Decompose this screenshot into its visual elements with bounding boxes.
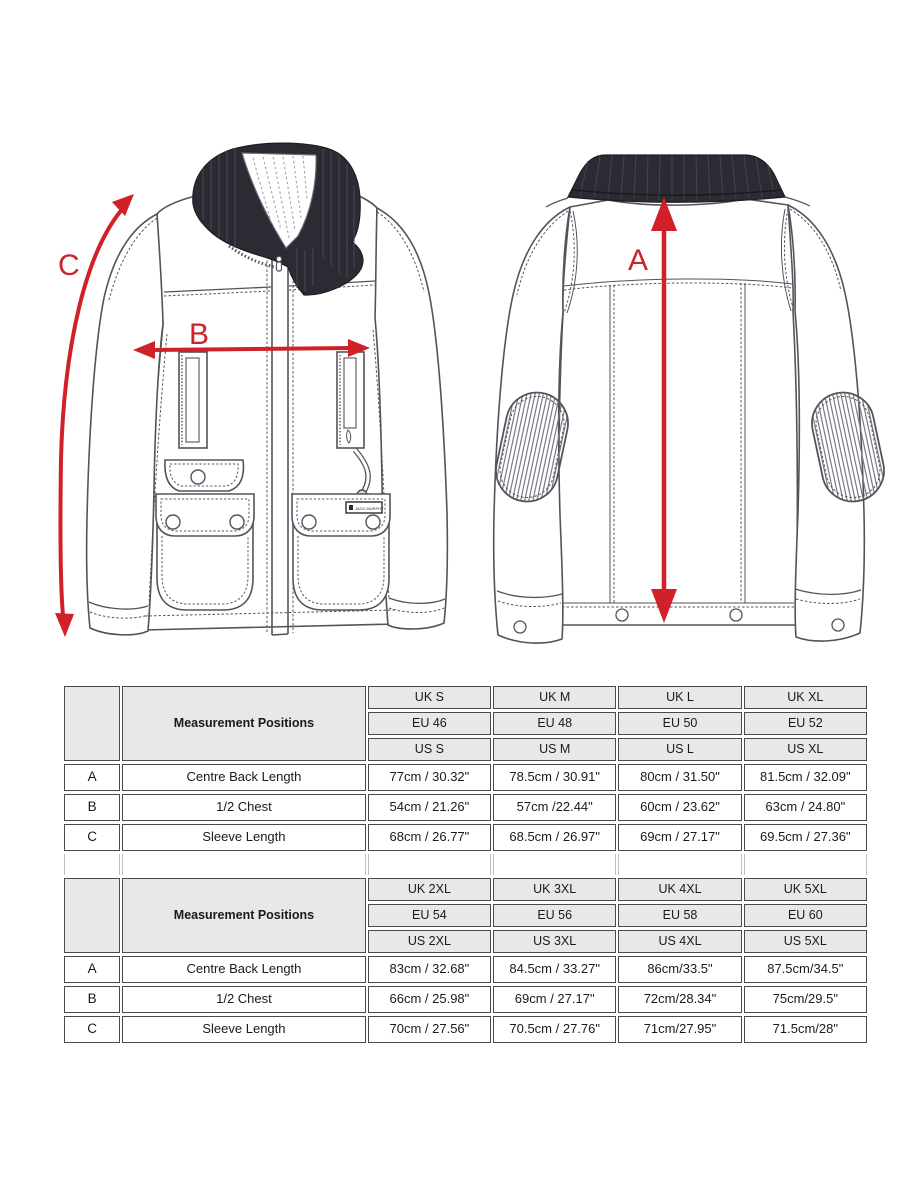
measurement-value-cell: 71.5cm/28" bbox=[744, 1016, 867, 1043]
gap-cell bbox=[493, 854, 616, 875]
measurement-value-cell: 77cm / 30.32" bbox=[368, 764, 491, 791]
measurement-label-cell: 1/2 Chest bbox=[122, 986, 366, 1013]
size-header-cell: US 2XL bbox=[368, 930, 491, 953]
gap-cell bbox=[64, 854, 120, 875]
size-header-cell: US XL bbox=[744, 738, 867, 761]
size-header-cell: UK XL bbox=[744, 686, 867, 709]
svg-text:JACK MURPHY: JACK MURPHY bbox=[355, 506, 384, 511]
measurement-value-cell: 75cm/29.5" bbox=[744, 986, 867, 1013]
front-left-sleeve bbox=[87, 214, 163, 635]
size-header-cell: US L bbox=[618, 738, 741, 761]
jacket-back-drawing bbox=[488, 145, 893, 669]
measurement-value-cell: 70.5cm / 27.76" bbox=[493, 1016, 616, 1043]
measurement-key-cell: C bbox=[64, 824, 120, 851]
size-header-cell: UK 3XL bbox=[493, 878, 616, 901]
size-header-cell: UK S bbox=[368, 686, 491, 709]
measurement-key-cell: B bbox=[64, 986, 120, 1013]
gap-cell bbox=[618, 854, 741, 875]
corner-cell bbox=[64, 878, 120, 953]
measurement-label-cell: Sleeve Length bbox=[122, 824, 366, 851]
jacket-front-drawing bbox=[45, 138, 485, 672]
measurement-value-cell: 69.5cm / 27.36" bbox=[744, 824, 867, 851]
measurement-value-cell: 78.5cm / 30.91" bbox=[493, 764, 616, 791]
measurement-value-cell: 69cm / 27.17" bbox=[493, 986, 616, 1013]
gap-cell bbox=[122, 854, 366, 875]
measurement-row bbox=[64, 986, 867, 1013]
size-header-cell: US M bbox=[493, 738, 616, 761]
measurement-label-cell: Sleeve Length bbox=[122, 1016, 366, 1043]
measurement-value-cell: 60cm / 23.62" bbox=[618, 794, 741, 821]
size-header-cell: EU 52 bbox=[744, 712, 867, 735]
size-header-cell: EU 48 bbox=[493, 712, 616, 735]
measurement-value-cell: 68cm / 26.77" bbox=[368, 824, 491, 851]
size-header-cell: US S bbox=[368, 738, 491, 761]
measurement-value-cell: 86cm/33.5" bbox=[618, 956, 741, 983]
measurement-value-cell: 63cm / 24.80" bbox=[744, 794, 867, 821]
label-c: C bbox=[58, 249, 80, 282]
measurement-positions-header: Measurement Positions bbox=[122, 878, 366, 953]
measurement-row bbox=[64, 764, 867, 791]
measurement-row bbox=[64, 1016, 867, 1043]
size-header-cell: EU 50 bbox=[618, 712, 741, 735]
size-header-cell: EU 60 bbox=[744, 904, 867, 927]
measurement-positions-header: Measurement Positions bbox=[122, 686, 366, 761]
size-chart-body bbox=[64, 686, 867, 1043]
back-collar bbox=[546, 155, 810, 207]
table-gap-row bbox=[64, 854, 867, 875]
measurement-row bbox=[64, 824, 867, 851]
size-header-cell: UK 4XL bbox=[618, 878, 741, 901]
size-header-cell: UK 2XL bbox=[368, 878, 491, 901]
size-header-cell: EU 58 bbox=[618, 904, 741, 927]
measurement-key-cell: A bbox=[64, 956, 120, 983]
label-b: B bbox=[189, 318, 210, 351]
size-header-cell: US 5XL bbox=[744, 930, 867, 953]
measurement-key-cell: C bbox=[64, 1016, 120, 1043]
measurement-value-cell: 83cm / 32.68" bbox=[368, 956, 491, 983]
measurement-label-cell: Centre Back Length bbox=[122, 956, 366, 983]
measurement-label-cell: 1/2 Chest bbox=[122, 794, 366, 821]
brand-label bbox=[346, 502, 384, 513]
size-header-row bbox=[64, 686, 867, 709]
gap-cell bbox=[744, 854, 867, 875]
measurement-value-cell: 81.5cm / 32.09" bbox=[744, 764, 867, 791]
size-header-cell: EU 56 bbox=[493, 904, 616, 927]
measurement-key-cell: B bbox=[64, 794, 120, 821]
measurement-label-cell: Centre Back Length bbox=[122, 764, 366, 791]
size-chart-table bbox=[62, 683, 869, 1046]
size-header-row bbox=[64, 878, 867, 901]
measurement-value-cell: 57cm /22.44" bbox=[493, 794, 616, 821]
measurement-value-cell: 84.5cm / 33.27" bbox=[493, 956, 616, 983]
measurement-value-cell: 68.5cm / 26.97" bbox=[493, 824, 616, 851]
measurement-value-cell: 72cm/28.34" bbox=[618, 986, 741, 1013]
size-header-cell: US 3XL bbox=[493, 930, 616, 953]
measurement-value-cell: 80cm / 31.50" bbox=[618, 764, 741, 791]
size-header-cell: EU 54 bbox=[368, 904, 491, 927]
size-header-cell: UK 5XL bbox=[744, 878, 867, 901]
measurement-value-cell: 71cm/27.95" bbox=[618, 1016, 741, 1043]
measurement-row bbox=[64, 956, 867, 983]
measurement-key-cell: A bbox=[64, 764, 120, 791]
back-body bbox=[559, 199, 797, 625]
size-header-cell: UK M bbox=[493, 686, 616, 709]
label-a: A bbox=[628, 244, 649, 277]
size-header-cell: UK L bbox=[618, 686, 741, 709]
measurement-row bbox=[64, 794, 867, 821]
measurement-value-cell: 70cm / 27.56" bbox=[368, 1016, 491, 1043]
corner-cell bbox=[64, 686, 120, 761]
size-header-cell: US 4XL bbox=[618, 930, 741, 953]
measurement-value-cell: 66cm / 25.98" bbox=[368, 986, 491, 1013]
measurement-value-cell: 69cm / 27.17" bbox=[618, 824, 741, 851]
measurement-value-cell: 54cm / 21.26" bbox=[368, 794, 491, 821]
size-chart bbox=[62, 683, 869, 1046]
gap-cell bbox=[368, 854, 491, 875]
measurement-value-cell: 87.5cm/34.5" bbox=[744, 956, 867, 983]
size-header-cell: EU 46 bbox=[368, 712, 491, 735]
